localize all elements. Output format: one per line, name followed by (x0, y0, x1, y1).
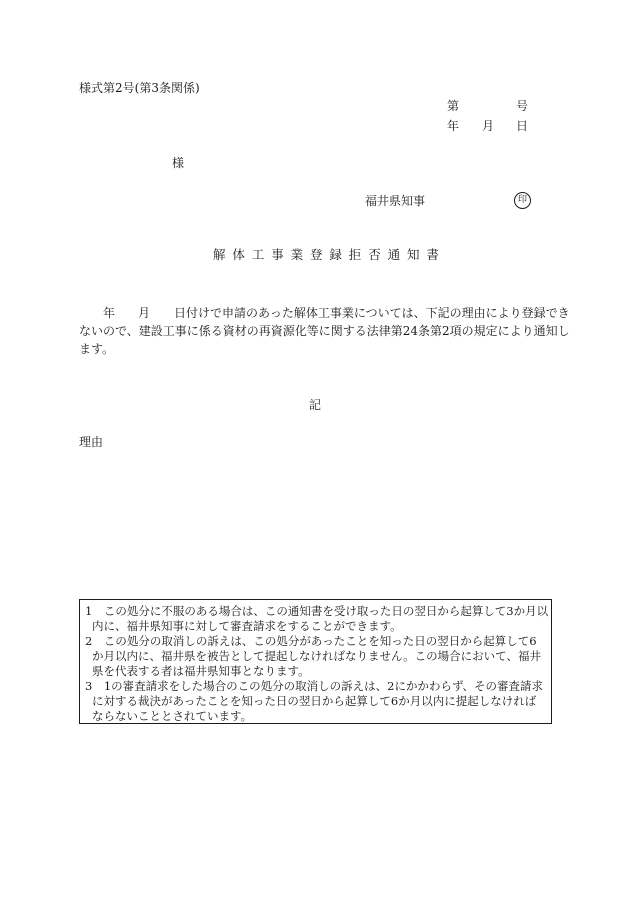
reason-label: 理由 (79, 435, 104, 449)
body-year: 年 (103, 306, 116, 320)
document-title: 解体工事業登録拒否通知書 (213, 247, 446, 262)
issuer: 福井県知事 (365, 194, 426, 208)
body-line-2: ないので、建設工事に係る資材の再資源化等に関する法律第24条第2項の規定により通知し (79, 324, 570, 338)
form-id: 様式第2号(第3条関係) (79, 81, 200, 95)
ki-heading: 記 (309, 398, 322, 412)
notice-line: 1 この処分に不服のある場合は、この通知書を受け取った日の翌日から起算して3か月以 (85, 604, 549, 618)
number-unit: 号 (516, 99, 529, 113)
date-day: 日 (516, 119, 529, 133)
addressee: 様 (172, 156, 185, 170)
notice-line: 県を代表する者は福井県知事となります。 (92, 664, 310, 678)
date-year: 年 (447, 119, 460, 133)
seal-mark: 印 (514, 192, 531, 209)
body-line-3: ます。 (79, 342, 115, 356)
body-line-1 (79, 306, 570, 320)
notice-line: 3 1の審査請求をした場合のこの処分の取消しの訴えは、2にかかわらず、その審査請求 (85, 679, 544, 693)
notice-line: か月以内に、福井県を被告として提起しなければなりません。この場合において、福井 (92, 649, 541, 663)
date-month: 月 (482, 119, 495, 133)
notice-line: ならないこととされています。 (92, 709, 253, 723)
notice-line: 内に、福井県知事に対して審査請求をすることができます。 (92, 619, 402, 633)
notice-line: に対する裁決があったことを知った日の翌日から起算して6か月以内に提起しなければ (92, 694, 537, 708)
notice-box (79, 599, 552, 724)
number-kanji: 第 (447, 99, 460, 113)
notice-line: 2 この処分の取消しの訴えは、この処分があったことを知った日の翌日から起算して6 (85, 634, 537, 648)
body-month: 月 (138, 306, 151, 320)
body-line-1-text: 日付けで申請のあった解体工事業については、下記の理由により登録でき (174, 306, 570, 320)
